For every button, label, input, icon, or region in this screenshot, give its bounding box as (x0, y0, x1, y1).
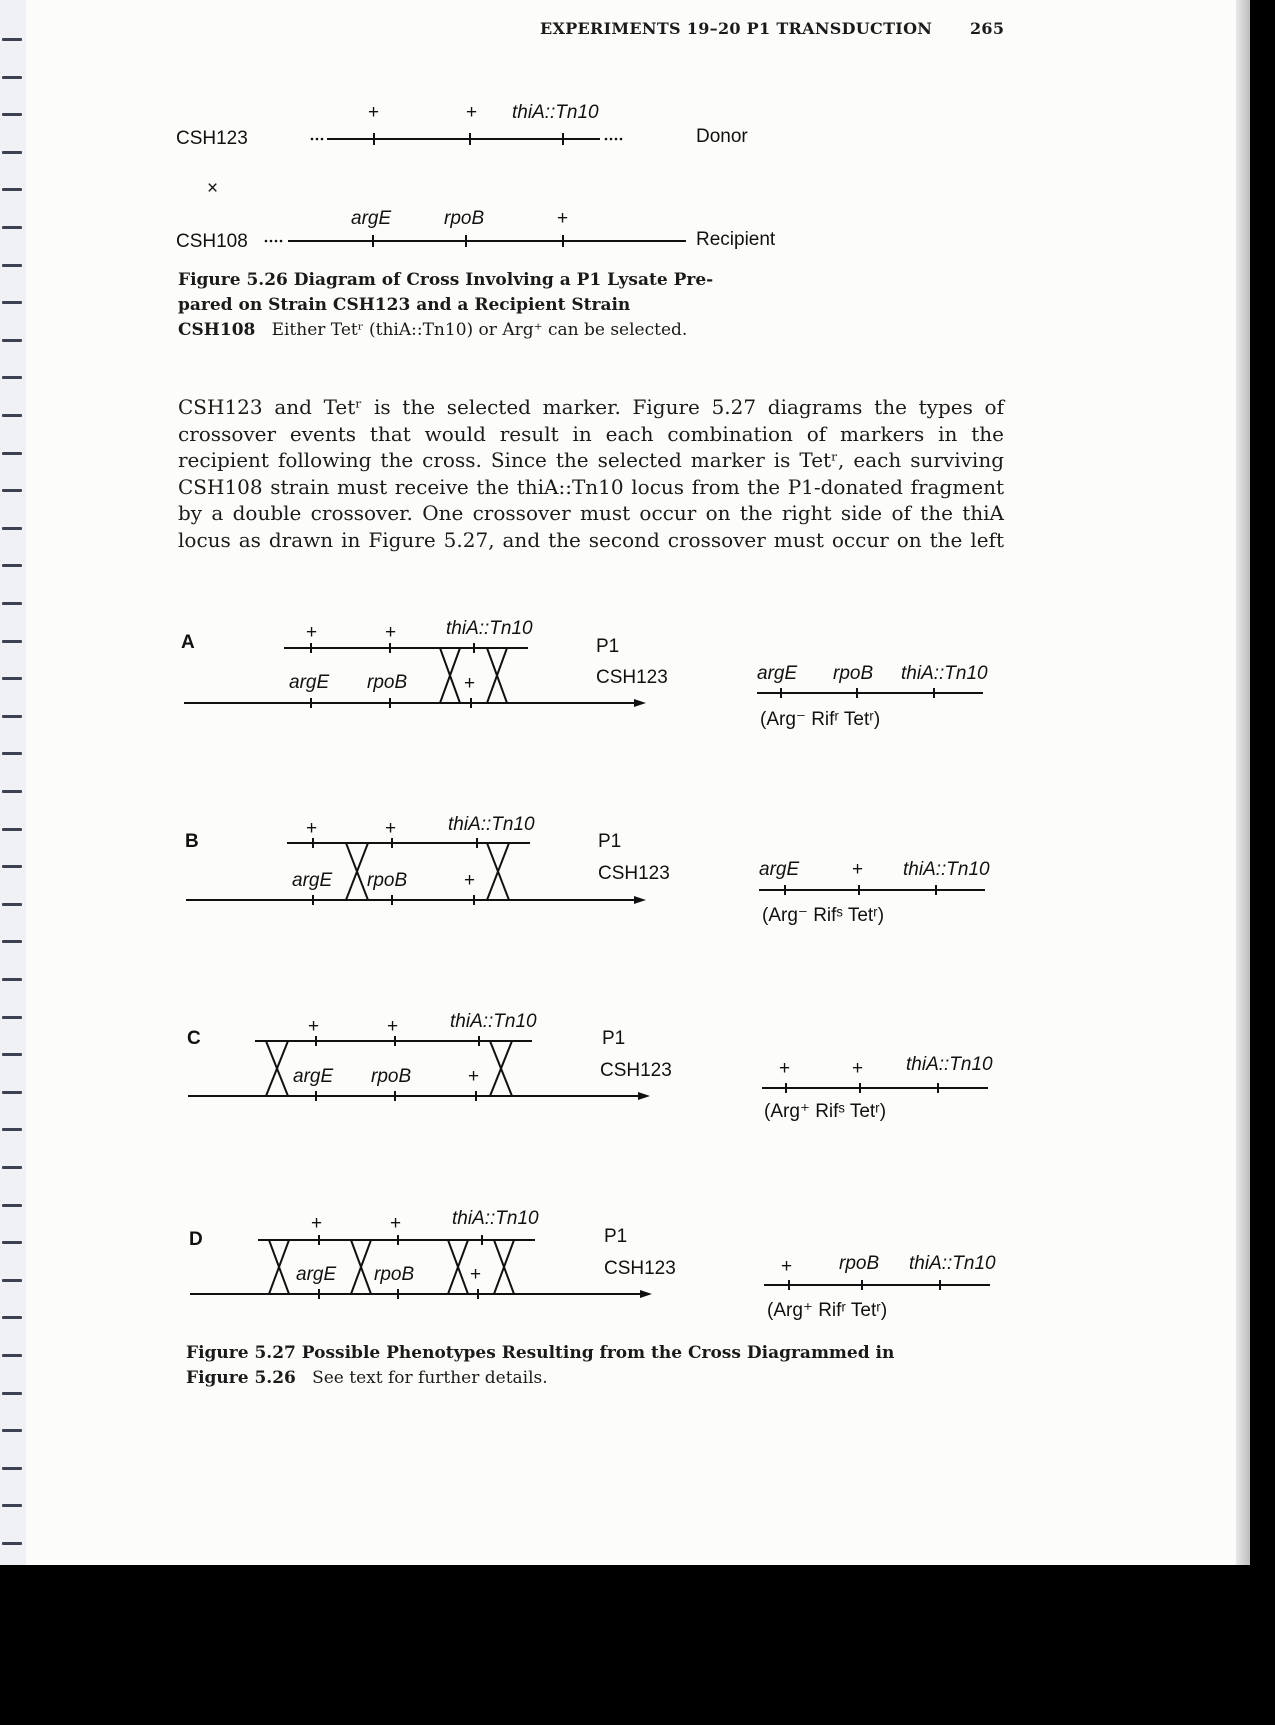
body-line: recipient following the cross. Since the selected marker is Tetʳ, each surviving (178, 448, 1004, 472)
donor-marker-thia: thiA::Tn10 (512, 102, 599, 123)
caption-527-line-2: Figure 5.26 (186, 1368, 296, 1388)
panel-c-donor-thia: thiA::Tn10 (450, 1011, 537, 1032)
panel-b-donor-thia: thiA::Tn10 (448, 814, 535, 835)
panel-d-phenotype: (Arg⁺ Rifʳ Tetʳ) (767, 1300, 888, 1321)
panel-c-result-3: thiA::Tn10 (906, 1054, 993, 1075)
panel-d-donor-plus-2: + (390, 1213, 402, 1234)
panel-d-p1: P1 (604, 1226, 628, 1247)
caption-line-3: CSH108 (178, 320, 256, 340)
panel-d-letter: D (189, 1229, 203, 1250)
panel-a-result-1: argE (757, 663, 798, 684)
donor-strain-label: CSH123 (176, 128, 248, 149)
body-line: locus as drawn in Figure 5.27, and the second crossover must occur on the left (178, 527, 1004, 552)
body-line: crossover events that would result in each combination of markers in the (178, 421, 1004, 446)
panel-b-result-2: + (852, 859, 864, 880)
panel-b-letter: B (185, 831, 199, 852)
panel-c-recip-arge: argE (293, 1066, 334, 1087)
panel-c-p1: P1 (602, 1028, 626, 1049)
panel-b-donor-plus-2: + (385, 818, 397, 839)
body-line: CSH108 strain must receive the thiA::Tn10 locus from the P1-donated fragment (178, 474, 1004, 499)
panel-a-phenotype: (Arg⁻ Rifʳ Tetʳ) (760, 709, 881, 730)
panel-b-phenotype: (Arg⁻ Rifˢ Tetʳ) (762, 905, 885, 926)
panel-a-donor-plus-1: + (306, 622, 318, 643)
panel-a-p1: P1 (596, 636, 620, 657)
recipient-marker-plus: + (557, 208, 569, 229)
recipient-marker-arge: argE (351, 208, 392, 229)
panel-c-csh123: CSH123 (600, 1060, 672, 1081)
caption-527-line-2-text: See text for further details. (312, 1368, 548, 1388)
panel-a-result-2: rpoB (833, 663, 874, 684)
recipient-marker-rpob: rpoB (444, 208, 485, 229)
panel-d-result-3: thiA::Tn10 (909, 1253, 996, 1274)
panel-b-recip-plus: + (464, 870, 476, 891)
panel-b-recip-arge: argE (292, 870, 333, 891)
caption-line-3-text: Either Tetʳ (thiA::Tn10) or Arg⁺ can be selected. (271, 320, 688, 340)
caption-line-1: Figure 5.26 Diagram of Cross Involving a P1 Lysate Pre- (178, 270, 714, 290)
panel-c-donor-plus-1: + (308, 1016, 320, 1037)
panel-d-donor-thia: thiA::Tn10 (452, 1208, 539, 1229)
panel-b-result-3: thiA::Tn10 (903, 859, 990, 880)
panel-a-letter: A (181, 632, 195, 653)
panel-a-recip-plus: + (464, 673, 476, 694)
panel-b-recip-rpob: rpoB (367, 870, 408, 891)
panel-b-csh123: CSH123 (598, 863, 670, 884)
panel-d-recip-plus: + (470, 1264, 482, 1285)
panel-d-csh123: CSH123 (604, 1258, 676, 1279)
caption-527-line-1: Figure 5.27 Possible Phenotypes Resulting from the Cross Diagrammed in (186, 1343, 895, 1363)
header-title: EXPERIMENTS 19–20 P1 TRANSDUCTION (540, 19, 933, 38)
panel-a-donor-thia: thiA::Tn10 (446, 618, 533, 639)
panel-c-letter: C (187, 1028, 201, 1049)
panel-a-recip-rpob: rpoB (367, 672, 408, 693)
recipient-label: Recipient (696, 229, 776, 250)
cross-symbol: × (207, 178, 219, 199)
caption-line-2: pared on Strain CSH123 and a Recipient Strain (178, 295, 631, 315)
donor-marker-plus-1: + (368, 102, 380, 123)
panel-d-recip-arge: argE (296, 1264, 337, 1285)
panel-d-result-2: rpoB (839, 1253, 880, 1274)
recipient-strain-label: CSH108 (176, 231, 248, 252)
panel-b-result-1: argE (759, 859, 800, 880)
panel-b-donor-plus-1: + (306, 818, 318, 839)
panel-d-result-1: + (781, 1256, 793, 1277)
panel-b-p1: P1 (598, 831, 622, 852)
panel-d-donor-plus-1: + (311, 1213, 323, 1234)
body-line: by a double crossover. One crossover must occur on the right side of the thiA (178, 501, 1004, 525)
donor-label: Donor (696, 126, 748, 147)
panel-c-recip-rpob: rpoB (371, 1066, 412, 1087)
panel-c-donor-plus-2: + (387, 1016, 399, 1037)
panel-a-result-3: thiA::Tn10 (901, 663, 988, 684)
panel-c-phenotype: (Arg⁺ Rifˢ Tetʳ) (764, 1101, 887, 1122)
panel-a-csh123: CSH123 (596, 667, 668, 688)
panel-c-recip-plus: + (468, 1066, 480, 1087)
panel-a-donor-plus-2: + (385, 622, 397, 643)
donor-marker-plus-2: + (466, 102, 478, 123)
page-number: 265 (970, 19, 1005, 38)
panel-c-result-2: + (852, 1058, 864, 1079)
body-line: CSH123 and Tetʳ is the selected marker. Figure 5.27 diagrams the types of (178, 395, 1004, 419)
panel-a-recip-arge: argE (289, 672, 330, 693)
panel-d-recip-rpob: rpoB (374, 1264, 415, 1285)
panel-c-result-1: + (779, 1058, 791, 1079)
